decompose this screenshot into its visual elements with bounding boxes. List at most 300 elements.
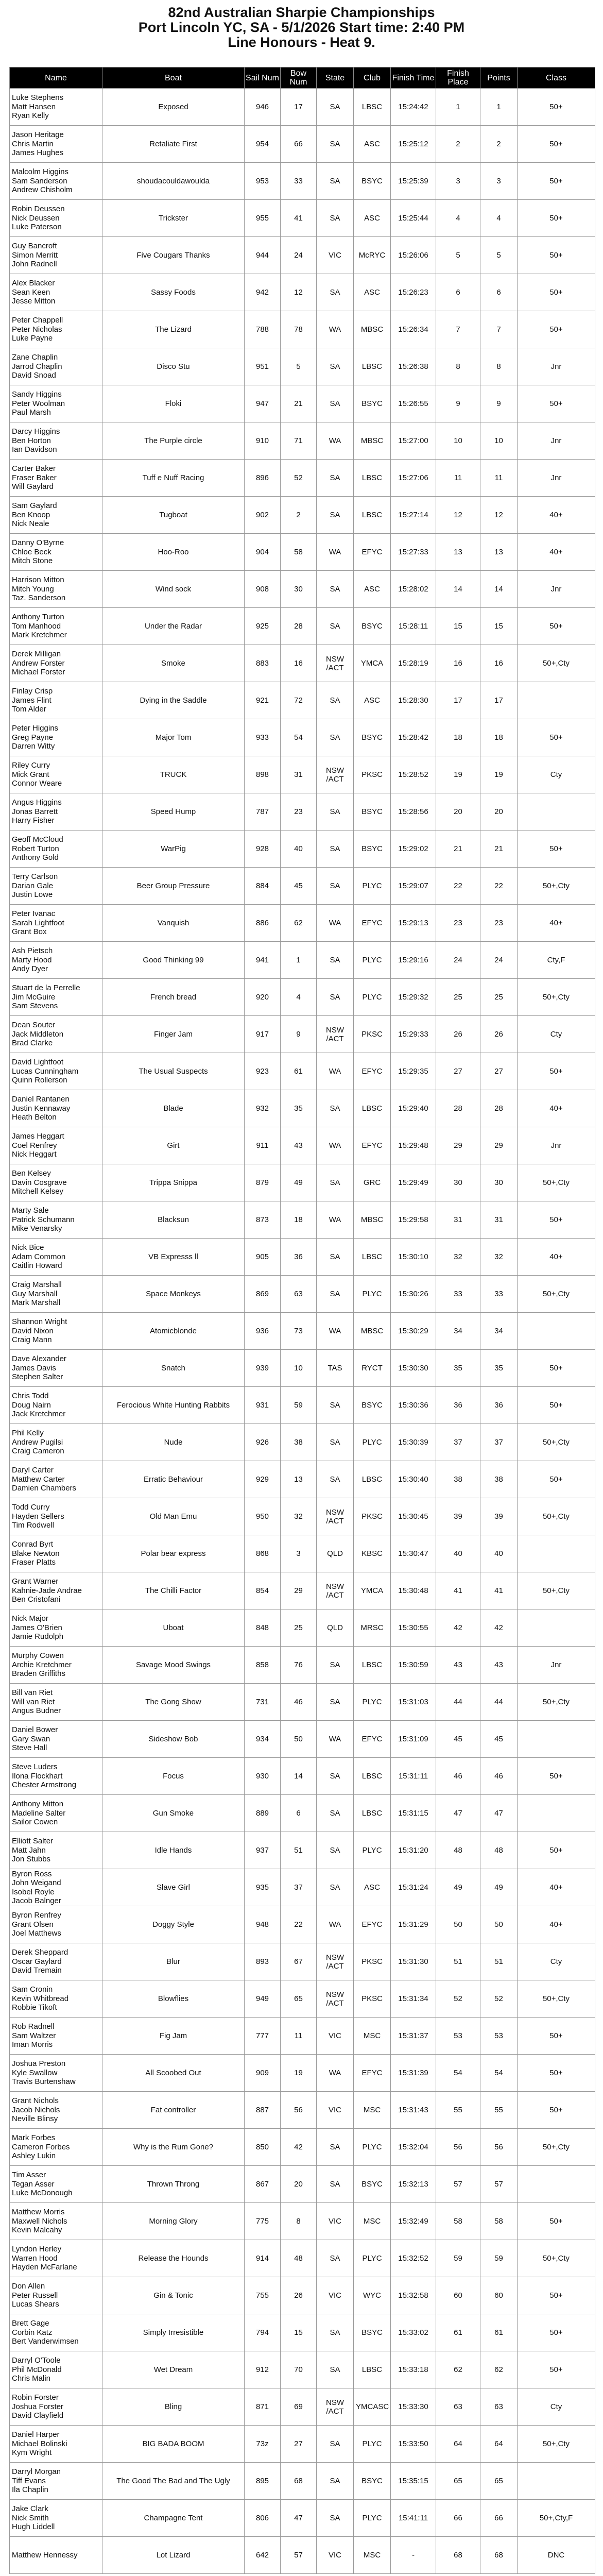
- points-cell: 40: [480, 1535, 518, 1572]
- crew-names-cell: [10, 2463, 102, 2500]
- crew-name: Gary Swan: [12, 1734, 50, 1743]
- sail-num-cell: 948: [245, 1906, 281, 1943]
- points-cell: 26: [480, 1016, 518, 1053]
- club-cell: LBSC: [354, 1647, 391, 1684]
- col-state[interactable]: State: [317, 67, 354, 89]
- crew-name: Kevin Malcahy: [12, 2226, 62, 2235]
- table-row[interactable]: [10, 868, 595, 905]
- table-row[interactable]: [10, 2055, 595, 2092]
- crew-name: Chester Armstrong: [12, 1781, 77, 1790]
- sail-num-cell: 787: [245, 793, 281, 831]
- finish-place-cell: 1: [436, 89, 480, 126]
- bow-num-cell: 45: [281, 868, 317, 905]
- finish-place-cell: 22: [436, 868, 480, 905]
- crew-name: Ben Cristofani: [12, 1595, 61, 1604]
- crew-names-cell: [10, 682, 102, 719]
- crew-name: Grant Warner: [12, 1577, 59, 1586]
- crew-name: Phil Kelly: [12, 1429, 44, 1438]
- sail-num-cell: 867: [245, 2166, 281, 2203]
- crew-name: Brett Gage: [12, 2319, 49, 2328]
- table-row[interactable]: [10, 163, 595, 200]
- points-cell: 65: [480, 2463, 518, 2500]
- crew-name: Darryl O'Toole: [12, 2356, 61, 2365]
- crew-name: Danny O'Byrne: [12, 538, 64, 548]
- sail-num-cell: 898: [245, 756, 281, 793]
- sail-num-cell: 923: [245, 1053, 281, 1090]
- boat-cell: Vanquish: [102, 905, 245, 942]
- finish-place-cell: 64: [436, 2426, 480, 2463]
- table-row[interactable]: [10, 1164, 595, 1201]
- venue-start-line: Port Lincoln YC, SA - 5/1/2026 Start time: 2:40 PM: [138, 20, 465, 35]
- sail-num-cell: 939: [245, 1350, 281, 1387]
- crew-name: Craig Mann: [12, 1335, 52, 1345]
- table-row[interactable]: [10, 534, 595, 571]
- crew-name: Anthony Gold: [12, 853, 59, 862]
- table-row[interactable]: [10, 793, 595, 831]
- boat-cell: Disco Stu: [102, 348, 245, 385]
- finish-time-cell: 15:26:55: [391, 385, 436, 422]
- table-row[interactable]: [10, 2537, 595, 2574]
- table-row[interactable]: [10, 942, 595, 979]
- bow-num-cell: 15: [281, 2314, 317, 2351]
- table-row[interactable]: [10, 274, 595, 311]
- crew-name: Blake Newton: [12, 1549, 60, 1558]
- table-row[interactable]: [10, 979, 595, 1016]
- crew-names-cell: [10, 2240, 102, 2277]
- class-cell: 50+: [518, 2055, 595, 2092]
- class-cell: 40+: [518, 1869, 595, 1906]
- sail-num-cell: 788: [245, 311, 281, 348]
- boat-cell: Ferocious White Hunting Rabbits: [102, 1387, 245, 1424]
- points-cell: 62: [480, 2351, 518, 2388]
- crew-name: Ashley Lukin: [12, 2151, 56, 2161]
- crew-name: Hayden McFarlane: [12, 2263, 77, 2272]
- club-cell: MRSC: [354, 1609, 391, 1647]
- table-row[interactable]: [10, 1313, 595, 1350]
- club-cell: KBSC: [354, 1535, 391, 1572]
- finish-place-cell: 21: [436, 831, 480, 868]
- class-cell: 50+,Cty: [518, 1980, 595, 2018]
- crew-names-cell: [10, 719, 102, 756]
- table-row[interactable]: [10, 1090, 595, 1127]
- class-cell: Jnr: [518, 422, 595, 460]
- boat-cell: Fat controller: [102, 2092, 245, 2129]
- club-cell: MSC: [354, 2092, 391, 2129]
- table-row[interactable]: [10, 1461, 595, 1498]
- class-cell: 50+: [518, 311, 595, 348]
- crew-names-cell: [10, 645, 102, 682]
- table-row[interactable]: [10, 1943, 595, 1980]
- crew-names-cell: [10, 1869, 102, 1906]
- class-cell: [518, 1609, 595, 1647]
- class-cell: [518, 1795, 595, 1832]
- finish-time-cell: 15:29:40: [391, 1090, 436, 1127]
- crew-name: Sam Sanderson: [12, 176, 67, 185]
- bow-num-cell: 35: [281, 1090, 317, 1127]
- bow-num-cell: 38: [281, 1424, 317, 1461]
- crew-name: Daniel Bower: [12, 1725, 58, 1735]
- crew-name: Murphy Cowen: [12, 1651, 64, 1660]
- table-row[interactable]: [10, 831, 595, 868]
- state-cell: WA: [317, 905, 354, 942]
- state-cell: SA: [317, 2426, 354, 2463]
- table-row[interactable]: [10, 1758, 595, 1795]
- state-cell: WA: [317, 1053, 354, 1090]
- table-row[interactable]: [10, 1609, 595, 1647]
- crew-name: Jacob Nichols: [12, 2105, 60, 2114]
- table-row[interactable]: [10, 422, 595, 460]
- finish-place-cell: 35: [436, 1350, 480, 1387]
- table-row[interactable]: [10, 1016, 595, 1053]
- table-row[interactable]: [10, 1276, 595, 1313]
- club-cell: PLYC: [354, 2426, 391, 2463]
- bow-num-cell: 5: [281, 348, 317, 385]
- crew-name: Mick Grant: [12, 770, 49, 779]
- table-row[interactable]: [10, 200, 595, 237]
- table-row[interactable]: [10, 126, 595, 163]
- table-row[interactable]: [10, 2092, 595, 2129]
- crew-names-cell: [10, 1053, 102, 1090]
- col-points[interactable]: Points: [480, 67, 518, 89]
- sail-num-cell: 775: [245, 2203, 281, 2240]
- state-cell: SA: [317, 1647, 354, 1684]
- finish-place-cell: 14: [436, 571, 480, 608]
- crew-name: Greg Payne: [12, 733, 54, 742]
- table-row[interactable]: [10, 682, 595, 719]
- finish-time-cell: 15:30:40: [391, 1461, 436, 1498]
- finish-time-cell: 15:29:16: [391, 942, 436, 979]
- boat-cell: Five Cougars Thanks: [102, 237, 245, 274]
- crew-name: Sailor Cowen: [12, 1818, 58, 1827]
- crew-name: Nick Heggart: [12, 1150, 57, 1159]
- table-row[interactable]: [10, 1795, 595, 1832]
- table-row[interactable]: [10, 756, 595, 793]
- crew-name: Mitchell Kelsey: [12, 1187, 64, 1196]
- bow-num-cell: 26: [281, 2277, 317, 2314]
- table-row[interactable]: [10, 2203, 595, 2240]
- crew-name: Justin Kennaway: [12, 1104, 71, 1113]
- finish-time-cell: 15:32:58: [391, 2277, 436, 2314]
- boat-cell: Gin & Tonic: [102, 2277, 245, 2314]
- crew-name: Jamie Rudolph: [12, 1632, 64, 1641]
- finish-time-cell: 15:28:42: [391, 719, 436, 756]
- sail-num-cell: 955: [245, 200, 281, 237]
- points-cell: 52: [480, 1980, 518, 2018]
- points-cell: 57: [480, 2166, 518, 2203]
- points-cell: 13: [480, 534, 518, 571]
- finish-place-cell: 39: [436, 1498, 480, 1535]
- sail-num-cell: 777: [245, 2018, 281, 2055]
- finish-time-cell: 15:26:06: [391, 237, 436, 274]
- table-row[interactable]: [10, 2018, 595, 2055]
- boat-cell: Release the Hounds: [102, 2240, 245, 2277]
- table-row[interactable]: [10, 1832, 595, 1869]
- table-row[interactable]: [10, 1201, 595, 1239]
- col-sail-num[interactable]: Sail Num: [245, 67, 281, 89]
- finish-time-cell: 15:28:11: [391, 608, 436, 645]
- finish-place-cell: 54: [436, 2055, 480, 2092]
- crew-name: Michael Forster: [12, 668, 65, 677]
- boat-cell: The Good The Bad and The Ugly: [102, 2463, 245, 2500]
- crew-name: Joshua Forster: [12, 2402, 64, 2411]
- crew-name: Angus Higgins: [12, 798, 62, 807]
- table-row[interactable]: [10, 905, 595, 942]
- finish-place-cell: 2: [436, 126, 480, 163]
- table-row[interactable]: [10, 1684, 595, 1721]
- boat-cell: Blur: [102, 1943, 245, 1980]
- points-cell: 63: [480, 2388, 518, 2426]
- sail-num-cell: 917: [245, 1016, 281, 1053]
- class-cell: Jnr: [518, 348, 595, 385]
- boat-cell: Speed Hump: [102, 793, 245, 831]
- bow-num-cell: 49: [281, 1164, 317, 1201]
- table-row[interactable]: [10, 2166, 595, 2203]
- table-row[interactable]: [10, 2388, 595, 2426]
- crew-name: Jake Clark: [12, 2504, 48, 2514]
- finish-time-cell: 15:28:19: [391, 645, 436, 682]
- state-cell: NSW /ACT: [317, 1016, 354, 1053]
- crew-names-cell: [10, 905, 102, 942]
- club-cell: MSC: [354, 2203, 391, 2240]
- table-row[interactable]: [10, 1535, 595, 1572]
- club-cell: PLYC: [354, 942, 391, 979]
- crew-name: Joshua Preston: [12, 2059, 66, 2069]
- col-finish-time[interactable]: Finish Time: [391, 67, 436, 89]
- crew-name: Hayden Sellers: [12, 1512, 64, 1521]
- bow-num-cell: 42: [281, 2129, 317, 2166]
- boat-cell: shoudacouldawoulda: [102, 163, 245, 200]
- crew-name: Sam Waltzer: [12, 2031, 56, 2040]
- crew-name: Warren Hood: [12, 2253, 58, 2263]
- bow-num-cell: 56: [281, 2092, 317, 2129]
- finish-place-cell: 26: [436, 1016, 480, 1053]
- table-row[interactable]: [10, 719, 595, 756]
- state-cell: SA: [317, 385, 354, 422]
- club-cell: EFYC: [354, 1053, 391, 1090]
- table-row[interactable]: [10, 2426, 595, 2463]
- bow-num-cell: 68: [281, 2463, 317, 2500]
- crew-names-cell: [10, 126, 102, 163]
- finish-time-cell: 15:26:34: [391, 311, 436, 348]
- crew-name: Andrew Forster: [12, 658, 65, 668]
- table-row[interactable]: [10, 1387, 595, 1424]
- state-cell: NSW /ACT: [317, 756, 354, 793]
- bow-num-cell: 29: [281, 1572, 317, 1609]
- col-boat[interactable]: Boat: [102, 67, 245, 89]
- table-row[interactable]: [10, 1721, 595, 1758]
- table-row[interactable]: [10, 645, 595, 682]
- finish-place-cell: 30: [436, 1164, 480, 1201]
- col-bow-num[interactable]: Bow Num: [281, 67, 317, 89]
- club-cell: PLYC: [354, 868, 391, 905]
- club-cell: YMCA: [354, 1572, 391, 1609]
- crew-name: Harry Fisher: [12, 816, 55, 825]
- boat-cell: Finger Jam: [102, 1016, 245, 1053]
- crew-names-cell: [10, 2537, 102, 2574]
- sail-num-cell: 926: [245, 1424, 281, 1461]
- boat-cell: Dying in the Saddle: [102, 682, 245, 719]
- table-row[interactable]: [10, 237, 595, 274]
- state-cell: NSW /ACT: [317, 645, 354, 682]
- points-cell: 59: [480, 2240, 518, 2277]
- points-cell: 42: [480, 1609, 518, 1647]
- finish-time-cell: 15:28:30: [391, 682, 436, 719]
- results-table: [9, 67, 595, 2574]
- table-row[interactable]: [10, 1239, 595, 1276]
- table-row[interactable]: [10, 2240, 595, 2277]
- col-club[interactable]: Club: [354, 67, 391, 89]
- table-row[interactable]: [10, 497, 595, 534]
- finish-place-cell: 58: [436, 2203, 480, 2240]
- col-name[interactable]: Name: [10, 67, 102, 89]
- table-row[interactable]: [10, 571, 595, 608]
- crew-name: Nick Neale: [12, 519, 49, 529]
- crew-name: Ian Davidson: [12, 445, 57, 454]
- table-row[interactable]: [10, 2500, 595, 2537]
- crew-names-cell: [10, 1387, 102, 1424]
- crew-name: Darcy Higgins: [12, 427, 60, 436]
- bow-num-cell: 24: [281, 237, 317, 274]
- points-cell: 60: [480, 2277, 518, 2314]
- club-cell: WYC: [354, 2277, 391, 2314]
- table-row[interactable]: [10, 1980, 595, 2018]
- crew-name: Andrew Pugilsi: [12, 1437, 63, 1447]
- crew-name: Kym Wright: [12, 2448, 52, 2458]
- sail-num-cell: 869: [245, 1276, 281, 1313]
- finish-time-cell: 15:30:45: [391, 1498, 436, 1535]
- table-row[interactable]: [10, 460, 595, 497]
- crew-name: Neville Blinsy: [12, 2114, 58, 2124]
- points-cell: 29: [480, 1127, 518, 1164]
- crew-name: Oscar Gaylard: [12, 1957, 62, 1966]
- crew-name: Fraser Platts: [12, 1558, 56, 1567]
- points-cell: 34: [480, 1313, 518, 1350]
- points-cell: 35: [480, 1350, 518, 1387]
- boat-cell: Morning Glory: [102, 2203, 245, 2240]
- table-row[interactable]: [10, 348, 595, 385]
- class-cell: Jnr: [518, 460, 595, 497]
- club-cell: EFYC: [354, 1721, 391, 1758]
- crew-names-cell: [10, 1535, 102, 1572]
- crew-name: Robert Turton: [12, 844, 59, 853]
- crew-names-cell: [10, 2203, 102, 2240]
- state-cell: VIC: [317, 237, 354, 274]
- class-cell: Cty: [518, 756, 595, 793]
- points-cell: 14: [480, 571, 518, 608]
- crew-name: Tom Manhood: [12, 621, 61, 631]
- points-cell: 50: [480, 1906, 518, 1943]
- table-row[interactable]: [10, 1127, 595, 1164]
- table-row[interactable]: [10, 1350, 595, 1387]
- state-cell: WA: [317, 1313, 354, 1350]
- crew-names-cell: [10, 1201, 102, 1239]
- crew-names-cell: [10, 1832, 102, 1869]
- table-row[interactable]: [10, 1498, 595, 1535]
- boat-cell: Tugboat: [102, 497, 245, 534]
- finish-time-cell: 15:30:36: [391, 1387, 436, 1424]
- sail-num-cell: 893: [245, 1943, 281, 1980]
- class-cell: 50+: [518, 719, 595, 756]
- club-cell: PLYC: [354, 1424, 391, 1461]
- table-row[interactable]: [10, 2463, 595, 2500]
- finish-place-cell: 33: [436, 1276, 480, 1313]
- points-cell: 17: [480, 682, 518, 719]
- finish-place-cell: 59: [436, 2240, 480, 2277]
- club-cell: BSYC: [354, 608, 391, 645]
- bow-num-cell: 32: [281, 1498, 317, 1535]
- table-row[interactable]: [10, 385, 595, 422]
- event-title: 82nd Australian Sharpie Championships: [168, 5, 435, 20]
- table-row[interactable]: [10, 1647, 595, 1684]
- table-row[interactable]: [10, 311, 595, 348]
- bow-num-cell: 41: [281, 200, 317, 237]
- boat-cell: Atomicblonde: [102, 1313, 245, 1350]
- table-row[interactable]: [10, 1906, 595, 1943]
- table-row[interactable]: [10, 1424, 595, 1461]
- table-row[interactable]: [10, 1053, 595, 1090]
- crew-name: Craig Cameron: [12, 1447, 64, 1456]
- class-cell: 40+: [518, 1239, 595, 1276]
- finish-place-cell: 47: [436, 1795, 480, 1832]
- table-row[interactable]: [10, 2314, 595, 2351]
- bow-num-cell: 14: [281, 1758, 317, 1795]
- finish-time-cell: 15:29:33: [391, 1016, 436, 1053]
- crew-name: Will Gaylard: [12, 482, 54, 492]
- crew-names-cell: [10, 274, 102, 311]
- crew-name: Ryan Kelly: [12, 111, 49, 121]
- bow-num-cell: 54: [281, 719, 317, 756]
- club-cell: EFYC: [354, 534, 391, 571]
- bow-num-cell: 13: [281, 1461, 317, 1498]
- class-cell: 50+: [518, 2351, 595, 2388]
- finish-time-cell: 15:28:02: [391, 571, 436, 608]
- bow-num-cell: 6: [281, 1795, 317, 1832]
- table-row[interactable]: [10, 2129, 595, 2166]
- table-row[interactable]: [10, 89, 595, 126]
- state-cell: WA: [317, 1127, 354, 1164]
- finish-place-cell: 37: [436, 1424, 480, 1461]
- sail-num-cell: 920: [245, 979, 281, 1016]
- table-row[interactable]: [10, 1572, 595, 1609]
- sail-num-cell: 928: [245, 831, 281, 868]
- crew-name: Sam Gaylard: [12, 501, 57, 511]
- crew-names-cell: [10, 608, 102, 645]
- table-row[interactable]: [10, 1869, 595, 1906]
- crew-names-cell: [10, 2018, 102, 2055]
- crew-name: Steve Luders: [12, 1762, 58, 1772]
- bow-num-cell: 30: [281, 571, 317, 608]
- table-row[interactable]: [10, 2277, 595, 2314]
- table-row[interactable]: [10, 2351, 595, 2388]
- table-row[interactable]: [10, 608, 595, 645]
- points-cell: 23: [480, 905, 518, 942]
- crew-name: Travis Burtenshaw: [12, 2077, 76, 2087]
- crew-name: Matt Hansen: [12, 102, 56, 111]
- crew-names-cell: [10, 1943, 102, 1980]
- finish-place-cell: 7: [436, 311, 480, 348]
- points-cell: 2: [480, 126, 518, 163]
- bow-num-cell: 50: [281, 1721, 317, 1758]
- points-cell: 49: [480, 1869, 518, 1906]
- club-cell: PKSC: [354, 1943, 391, 1980]
- col-finish-place[interactable]: Finish Place: [436, 67, 480, 89]
- sail-num-cell: 925: [245, 608, 281, 645]
- state-cell: SA: [317, 1869, 354, 1906]
- bow-num-cell: 71: [281, 422, 317, 460]
- col-class[interactable]: Class: [518, 67, 595, 89]
- crew-names-cell: [10, 163, 102, 200]
- state-cell: SA: [317, 979, 354, 1016]
